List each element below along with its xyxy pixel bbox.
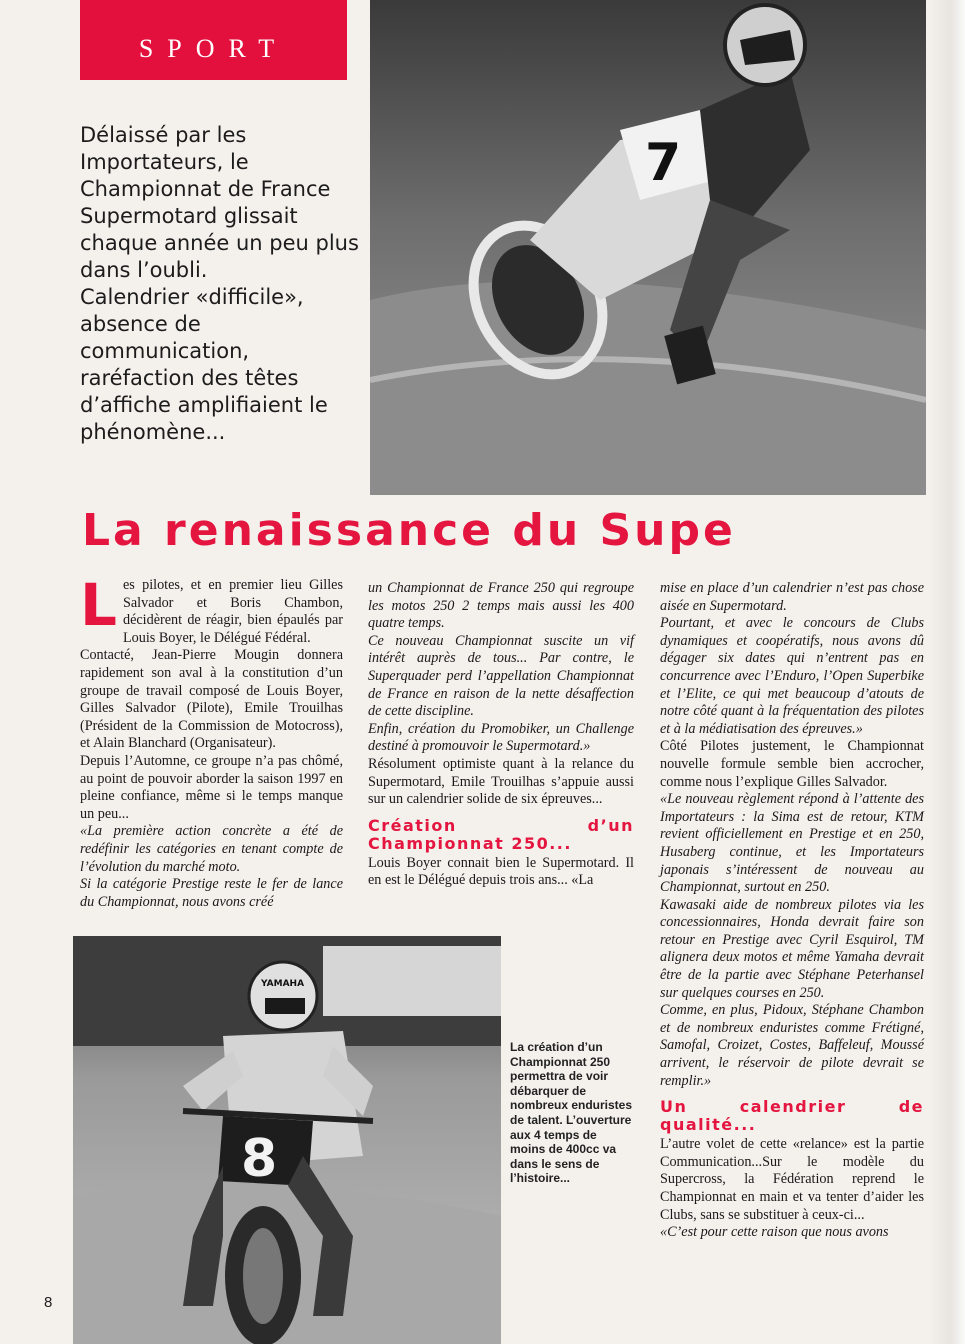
paragraph: Pourtant, et avec le concours de Clubs dynamiques et coopératifs, nous avons dû dégager six dates qui n’entrent pas en concurrence avec l’Enduro, l’Open Superbike et l’Elite, ce qui met beaucoup d’atouts de notre côté quant à la fréquentation des pilotes et à la médiatisation des épreuves.»: [660, 615, 924, 737]
photo-caption: La création d’un Championnat 250 permettra de voir débarquer de nombreux enduristes de talent. L’ouverture aux 4 temps de moins de 400cc va dans le sens de l’histoire...: [510, 1040, 633, 1186]
paragraph: «La première action concrète a été de redéfinir les catégories en tenant compte de l’évolution du marché moto.: [80, 823, 343, 875]
paragraph: Depuis l’Automne, ce groupe n’a pas chômé, au point de pouvoir aborder la saison 1997 en pleine confiance, même si le temps manque un peu...: [80, 752, 343, 822]
article-headline: La renaissance du Supe: [82, 505, 736, 556]
intro-paragraph: [80, 122, 365, 446]
paragraph: un Championnat de France 250 qui regroupe les motos 250 2 temps mais aussi les 400 quatre temps.: [368, 580, 634, 632]
rider-number-eight-image: [73, 936, 501, 1344]
paragraph: Ce nouveau Championnat suscite un vif intérêt auprès de tous... Par contre, le Superquader perd l’appellation Championnat de France en raison de la nette désaffection de cette discipline.: [368, 632, 634, 720]
rider-number-bottom: 8: [241, 1129, 278, 1189]
helmet-brand: YAMAHA: [261, 979, 305, 989]
paragraph: mise en place d’un calendrier n’est pas chose aisée en Supermotard.: [660, 580, 924, 614]
supermotard-photo-top: [370, 0, 926, 495]
drop-cap: L: [80, 571, 117, 639]
subheading: Un calendrier de qualité...: [660, 1097, 924, 1135]
subheading: Création d’un Championnat 250...: [368, 815, 634, 853]
page-edge: [929, 0, 965, 1344]
article-column-1: [80, 571, 343, 911]
section-banner: [80, 0, 347, 80]
paragraph: Contacté, Jean-Pierre Mougin donnera rapidement son aval à la constitution d’un groupe de travail composé de Louis Boyer, Gilles Salvador (Pilote), Emile Trouilhas (Président de la Commission de Motocross), et Alain Blanchard (Organisateur).: [80, 647, 343, 752]
paragraph: Enfin, création du Promobiker, un Challenge destiné à promouvoir le Supermotard.»: [368, 720, 634, 755]
paragraph: Si la catégorie Prestige reste le fer de lance du Championnat, nous avons créé: [80, 876, 343, 910]
paragraph: Côté Pilotes justement, le Championnat nouvelle formule semble bien accrocher, comme nous l’explique Gilles Salvador.: [660, 738, 924, 790]
paragraph: Résolument optimiste quant à la relance du Supermotard, Emile Trouilhas s’appuie aussi sur un calendrier solide de six épreuves...: [368, 755, 634, 808]
supermotard-photo-bottom: [73, 936, 501, 1344]
paragraph: Louis Boyer connait bien le Supermotard. Il en est le Délégué depuis trois ans... «La: [368, 854, 634, 889]
article-column-2: [368, 580, 634, 890]
intro-text-1: Délaissé par les Importateurs, le Championnat de France Supermotard glissait chaque année un peu plus dans l’oubli.: [80, 123, 359, 282]
paragraph: es pilotes, et en premier lieu Gilles Salvador et Boris Chambon, décidèrent de réagir, bien épaulés par Louis Boyer, le Délégué Fédéral.: [122, 577, 343, 646]
article-column-3: [660, 580, 924, 1242]
paragraph: Kawasaki aide de nombreux pilotes via les concessionnaires, Honda devrait faire son retour en Prestige avec Cyril Esquirol, TM alignera deux motos et même Yamaha devrait être de la partie avec Stéphane Peterhansel sur quelques courses en 250.: [660, 896, 924, 1001]
page-number: 8: [44, 1294, 53, 1311]
rider-number-top: 7: [645, 133, 682, 193]
paragraph: «Le nouveau règlement répond à l’attente des Importateurs : la Sima est de retour, KTM revient officiellement en Prestige et en 250, Husaberg continue, et les Importateurs japonais s’intéressent de nouveau au Championnat, surtout en 250.: [660, 791, 924, 896]
paragraph: Comme, en plus, Pidoux, Stéphane Chambon et de nombreux enduristes comme Frétigné, Samofal, Croizet, Costes, Baffeleuf, Moussé arrivent, le réservoir de pilote devrait se remplir.»: [660, 1002, 924, 1089]
paragraph: L’autre volet de cette «relance» est la partie Communication...Sur le modèle du Supercross, la Fédération reprend le Championnat en main et va tenter d’aider les Clubs, sans se substituer à ceux-ci...: [660, 1136, 924, 1223]
intro-text-2: Calendrier «difficile», absence de communication, raréfaction des têtes d’affiche amplifiaient le phénomène...: [80, 285, 328, 444]
section-label: SPORT: [138, 34, 289, 63]
paragraph: «C’est pour cette raison que nous avons: [660, 1224, 889, 1241]
rider-leaning-image: [370, 0, 926, 495]
